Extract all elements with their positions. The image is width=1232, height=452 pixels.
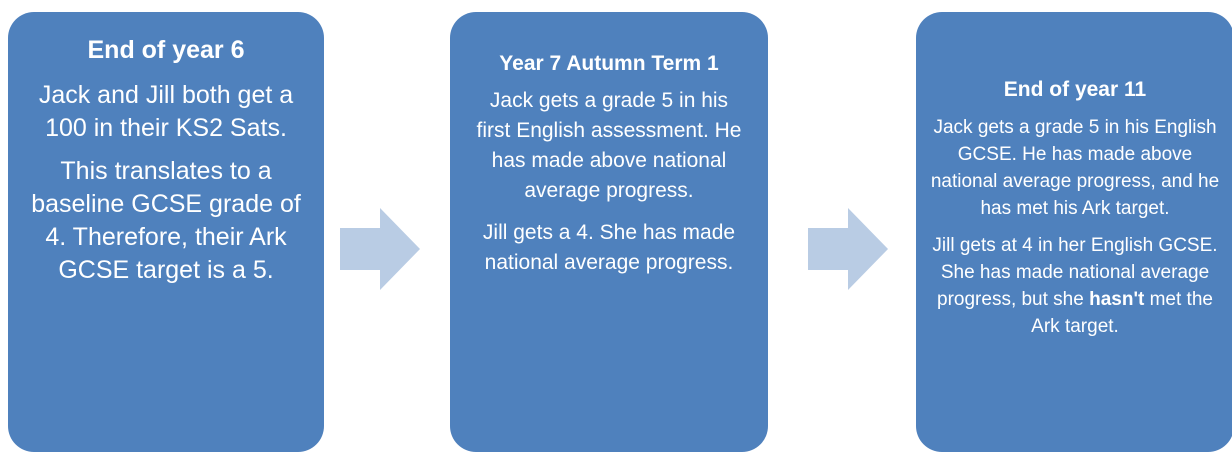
step-text: Jack gets a grade 5 in his English GCSE. He has made above national average progress, and he has met his Ark target.	[930, 117, 1220, 219]
text-segment: Jill gets at 4 in her English GCSE. She has made national average progress, but she	[932, 235, 1218, 310]
step-title: End of year 11	[1003, 78, 1147, 101]
step-text: Jill gets a 4. She has made national average progress.	[482, 221, 736, 274]
step-text: This translates to a baseline GCSE grade of 4. Therefore, their Ark GCSE target is a 5.	[31, 157, 301, 284]
step-text: Jack gets a grade 5 in his first English assessment. He has made above national average progress.	[476, 89, 742, 202]
step-text-with-emphasis	[922, 232, 1228, 340]
step-box-end-of-year-11	[916, 12, 1232, 452]
text-segment: met the Ark target.	[1031, 289, 1213, 337]
step-box-year-7-autumn-term-1	[450, 12, 768, 452]
step-box-end-of-year-6	[8, 12, 324, 452]
emphasized-word: hasn't	[1089, 289, 1145, 310]
step-title: Year 7 Autumn Term 1	[499, 52, 719, 75]
right-arrow-icon	[808, 208, 888, 290]
step-title: End of year 6	[87, 36, 245, 64]
right-arrow-icon	[340, 208, 420, 290]
step-text: Jack and Jill both get a 100 in their KS2 Sats.	[38, 81, 294, 142]
